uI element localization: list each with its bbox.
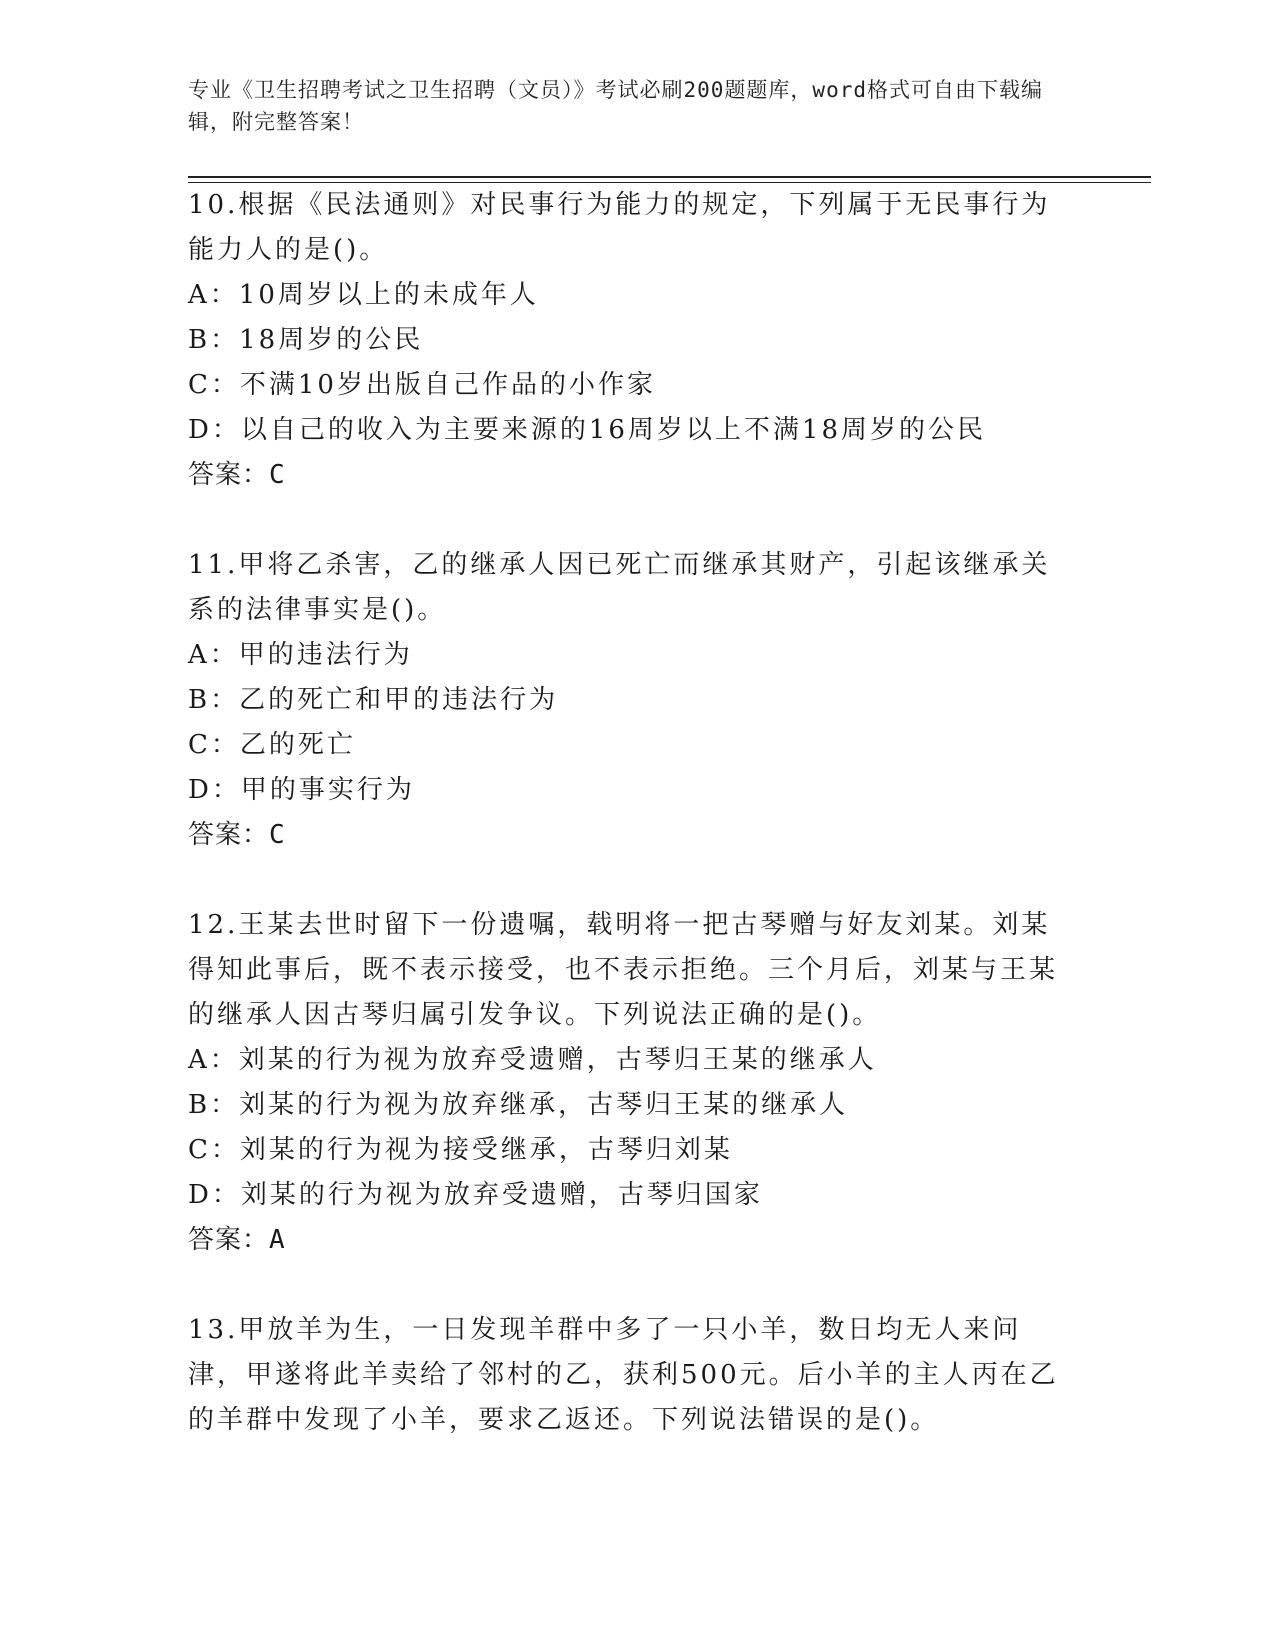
question-stem: 11.甲将乙杀害，乙的继承人因已死亡而继承其财产，引起该继承关系的法律事实是()。 (188, 550, 1051, 625)
question-stem: 12.王某去世时留下一份遗嘱，载明将一把古琴赠与好友刘某。刘某得知此事后，既不表示接受，也不表示拒绝。三个月后，刘某与王某的继承人因古琴归属引发争议。下列说法正确的是()。 (188, 910, 1059, 1030)
option-b: B：刘某的行为视为放弃继承，古琴归王某的继承人 (188, 1090, 849, 1120)
question-stem: 13.甲放羊为生，一日发现羊群中多了一只小羊，数日均无人来问津，甲遂将此羊卖给了邻村的乙，获利500元。后小羊的主人丙在乙的羊群中发现了小羊，要求乙返还。下列说法错误的是()。 (188, 1315, 1059, 1435)
answer-value: C (269, 460, 286, 490)
question-11 (188, 543, 1068, 858)
question-10 (188, 183, 1068, 498)
option-a: A：10周岁以上的未成年人 (188, 280, 539, 310)
question-13 (188, 1308, 1068, 1443)
question-12 (188, 903, 1068, 1263)
option-d: D：甲的事实行为 (188, 775, 415, 805)
option-c: C：刘某的行为视为接受继承，古琴归刘某 (188, 1135, 733, 1165)
option-b: B：乙的死亡和甲的违法行为 (188, 685, 559, 715)
question-stem: 10.根据《民法通则》对民事行为能力的规定，下列属于无民事行为能力人的是()。 (188, 190, 1051, 265)
option-d: D：以自己的收入为主要来源的16周岁以上不满18周岁的公民 (188, 415, 987, 445)
header-divider-thick (188, 176, 1151, 178)
option-a: A：甲的违法行为 (188, 640, 413, 670)
answer-label: 答案： (188, 820, 270, 850)
answer-value: C (269, 820, 286, 850)
answer-line (188, 813, 1068, 858)
option-b: B：18周岁的公民 (188, 325, 424, 355)
option-c: C：不满10岁出版自己作品的小作家 (188, 370, 656, 400)
option-a: A：刘某的行为视为放弃受遗赠，古琴归王某的继承人 (188, 1045, 877, 1075)
answer-line (188, 1218, 1068, 1263)
answer-label: 答案： (188, 460, 270, 490)
option-d: D：刘某的行为视为放弃受遗赠，古琴归国家 (188, 1180, 763, 1210)
answer-line (188, 453, 1068, 498)
option-c: C：乙的死亡 (188, 730, 356, 760)
answer-value: A (269, 1225, 286, 1255)
document-header: 专业《卫生招聘考试之卫生招聘（文员）》考试必刷200题题库，word格式可自由下载编辑，附完整答案！ (188, 78, 1043, 134)
answer-label: 答案： (188, 1225, 270, 1255)
